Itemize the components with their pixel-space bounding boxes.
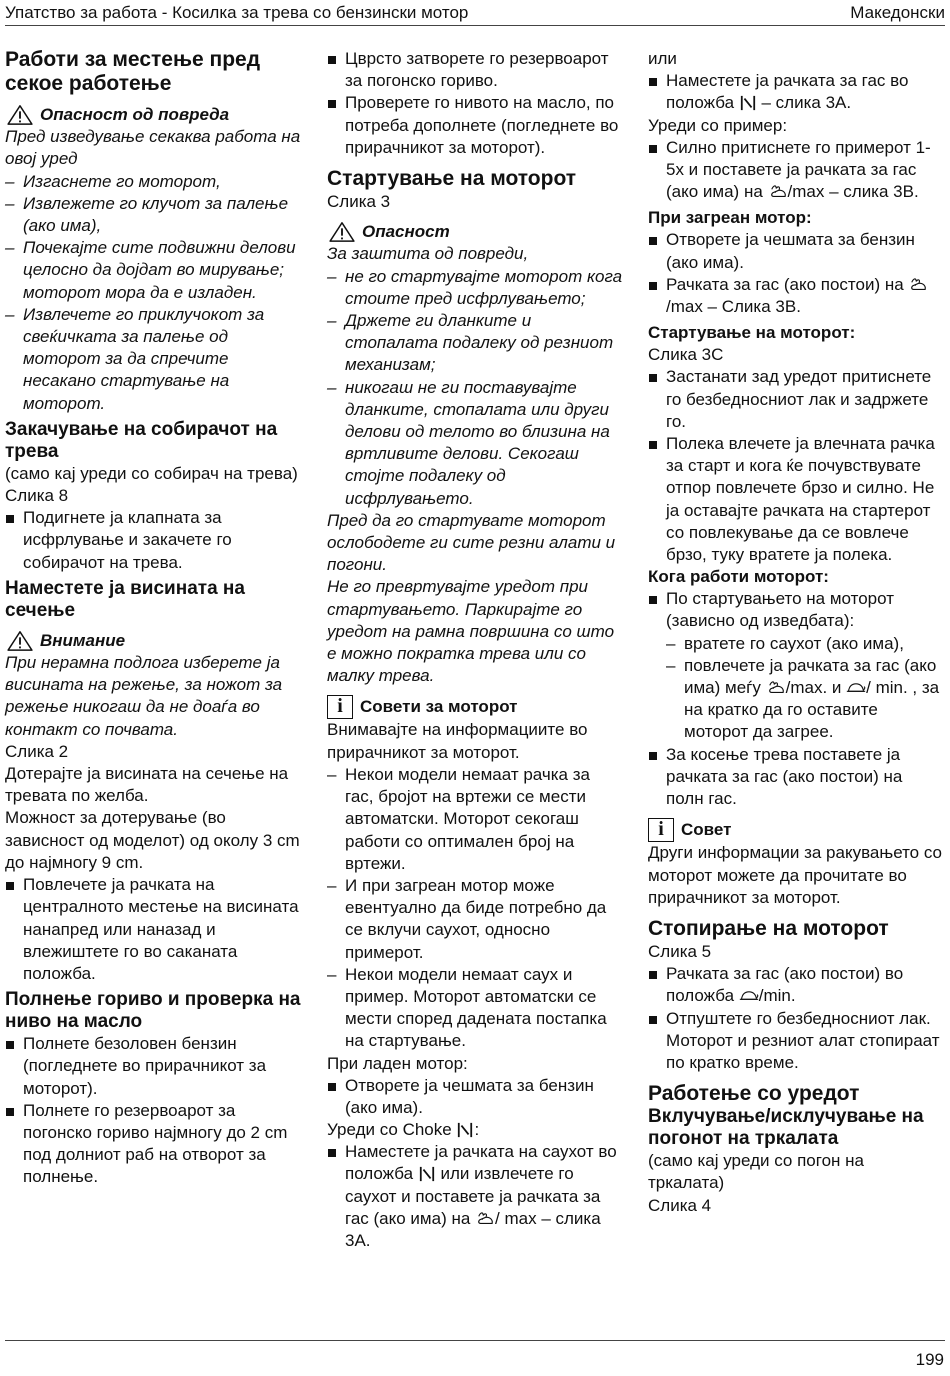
warning-triangle-icon (327, 221, 357, 243)
choke-label-colon: : (474, 1119, 480, 1139)
fuel-list (5, 1033, 301, 1188)
list-item: Проверете го нивото на масло, по потреба дополнете (погледнете во прирачникот за моторот). (327, 92, 623, 159)
motor-tips-title (327, 695, 623, 719)
column-1 (5, 48, 301, 1189)
page-number: 199 (915, 1350, 944, 1369)
danger-paragraph-1: Пред да го стартувате моторот ослободете ги сите резни алати и погони. (327, 510, 616, 575)
danger-title-text: Опасност (362, 222, 450, 242)
list-item (327, 1141, 623, 1252)
or-text: или (648, 49, 677, 68)
rabbit-fast-icon (768, 184, 788, 200)
list-item: – не го стартувајте моторот кога стоите пред исфрлувањето; (327, 266, 623, 310)
list-item: Повлечете ја рачката на централното местење на висината нанапред или наназад и влежиштете го во саканата положба. (5, 874, 301, 985)
heading-preparation: Работи за местење пред секое работење (5, 48, 261, 95)
list-item: Полека влечете ја влечната рачка за старт и кога ќе почувствувате отпор повлечете брзо и силно. Не ја оставајте рачката на стартерот со повлекување да се вовлече брзо, туку вратете ја полека. (648, 433, 944, 566)
language-label: Македонски (850, 3, 945, 22)
primer-text-a: Силно притиснете го примерот 1-5x и поставете ја рачката за гас (ако има) на (666, 137, 931, 202)
list-item (648, 137, 944, 204)
heading-warm-motor: При загреан мотор: (648, 208, 812, 228)
running-text: По стартувањето на моторот (зависно од изведбата): (666, 589, 894, 631)
height-paragraph-2: Можност за дотерување (во зависност од моделот) од околу 3 cm до најмногу 9 cm. (5, 808, 300, 872)
choke-text-b: или извлечете го саухот и поставете ја рачката за гас (ако има) на (345, 1164, 601, 1228)
choke-text-c: / max – слика 3A. (345, 1208, 601, 1250)
danger-intro: Пред изведување секаква работа на овој уред (5, 127, 301, 169)
list-item: – Држете ги дланките и стопалата подалеку од резниот механизам; (327, 310, 623, 377)
drive-note: (само кај уреди со погон на тркалата) (648, 1151, 864, 1193)
tip-list (327, 764, 623, 1053)
list-item (666, 655, 944, 744)
heading-starting-motor: Стартување на моторот (327, 167, 577, 191)
warm-text-b: /max – Слика 3B. (666, 297, 801, 317)
stop-text-a: Рачката за гас (ако постои) во положба (666, 964, 904, 1006)
lever-text-a: Наместете ја рачката за гас во положба (666, 71, 909, 113)
list-item: Застанати зад уредот притиснете го безбедносниот лак и задржете го. (648, 366, 944, 433)
height-figure-ref: Слика 2 (5, 741, 69, 761)
turtle-slow-icon (846, 680, 866, 696)
heading-wheel-drive: Вклучување/исклучување на погонот на тркалата (648, 1106, 924, 1150)
attention-title (5, 630, 301, 652)
startmotor-list (648, 366, 944, 566)
primer-label: Уреди со пример: (648, 115, 788, 135)
page-header (5, 3, 945, 23)
drive-figure-ref: Слика 4 (648, 1195, 712, 1215)
document-title: Упатство за работа - Косилка за трева со бензински мотор (5, 3, 469, 22)
stop-list (648, 963, 944, 1074)
catcher-list (5, 507, 301, 574)
choke-label (327, 1119, 623, 1141)
running-sub-text-c: / min. , за на кратко да го оставите моторот да загрее. (684, 678, 940, 742)
heading-start-motor: Стартување на моторот: (648, 323, 856, 343)
danger-list (5, 171, 301, 415)
footer-rule (5, 1340, 945, 1341)
warm-text-a: Рачката за гас (ако постои) на (666, 274, 904, 294)
list-item: – Изгаснете го моторот, (5, 171, 301, 193)
heading-stop-motor: Стопирање на моторот (648, 916, 889, 940)
tip-title-text: Совет (681, 820, 732, 840)
list-item: – И при загреан мотор може евентуално да биде потребно да се вклучи саухот, односно примерот. (327, 875, 623, 964)
info-i-icon: i (648, 818, 674, 842)
column-2 (327, 48, 623, 1252)
list-item: Отворете ја чешмата за бензин (ако има). (648, 229, 944, 273)
warm-list (648, 229, 944, 318)
list-item (648, 274, 944, 318)
list-item: Цврсто затворете го резервоарот за погонско гориво. (327, 48, 623, 92)
choke-symbol-icon (739, 95, 757, 111)
list-item (648, 70, 944, 114)
primer-text-b: /max – слика 3B. (787, 182, 919, 202)
list-item: – Извлежете го клучот за палење (ако има), (5, 193, 301, 237)
column-3 (648, 48, 944, 1217)
turtle-slow-icon (739, 988, 759, 1004)
stop-figure-ref: Слика 5 (648, 941, 712, 961)
list-item: За косење трева поставете ја рачката за гас (ако постои) на полн гас. (648, 744, 944, 811)
attention-title-text: Внимание (40, 630, 126, 650)
running-list (648, 588, 944, 810)
list-item: Полнете безоловен бензин (погледнете во прирачникот за моторот). (5, 1033, 301, 1100)
stop-text-b: /min. (758, 986, 796, 1006)
danger-title-text: Опасност од повреда (40, 105, 230, 124)
info-i-icon: i (327, 695, 353, 719)
danger-paragraph-2: Не го превртувајте уредот при стартувањето. Паркирајте го уредот на рамна површина со што е можно пократка трева или со малку трева. (327, 577, 615, 686)
list-item (648, 963, 944, 1007)
fuel-list-continued (327, 48, 623, 159)
list-item: – Некои модели немаат рачка за гас, бројот на вртежи се мести автоматски. Моторот секогаш работи со оптимален број на вртежи. (327, 764, 623, 875)
running-sub-text-b: /max. и (785, 678, 842, 698)
list-item (648, 588, 944, 743)
primer-list (648, 137, 944, 204)
choke-label-text: Уреди со Choke (327, 1119, 452, 1139)
heading-working: Работење со уредот (648, 1082, 860, 1106)
list-item: – Извлечете го приклучокот за свеќичката за палење од моторот за да спречите несакано стартување на моторот. (5, 304, 301, 415)
heading-cold-motor: При ладен мотор: (327, 1053, 468, 1073)
tip-title (648, 818, 944, 842)
heading-grass-catcher: Закачување на собирачот на трева (5, 418, 278, 462)
lever-text-b: – слика 3A. (761, 93, 852, 113)
list-item: Отпуштете го безбедносниот лак. Моторот и резниот алат стопираат по кратко време. (648, 1008, 944, 1075)
lever-list (648, 70, 944, 114)
start-figure-ref: Слика 3 (327, 192, 391, 212)
danger-injury-title (5, 104, 301, 126)
list-item: Полнете го резервоарот за погонско гориво најмногу до 2 cm под долниот раб на отворот за полнење. (5, 1100, 301, 1189)
header-rule (5, 25, 945, 26)
choke-symbol-icon (418, 1166, 436, 1182)
height-paragraph-1: Дотерајте ја висината на сечење на тревата по желба. (5, 764, 289, 806)
heading-motor-running: Кога работи моторот: (648, 567, 829, 587)
choke-list (327, 1141, 623, 1252)
list-item: – Некои модели немаат саух и пример. Моторот автоматски се мести според дадената постапка на стартување. (327, 964, 623, 1053)
danger-list (327, 266, 623, 510)
danger-title (327, 221, 623, 243)
catcher-figure-ref: Слика 8 (5, 486, 69, 506)
heading-cutting-height: Наместете ја висината на сечење (5, 577, 245, 621)
heading-fuel-oil: Полнење гориво и проверка на ниво на масло (5, 989, 301, 1033)
attention-text: При нерамна подлога изберете ја висината на режење, за ножот за режење никогаш да не доаѓа во контакт со почвата. (5, 653, 283, 739)
list-item: – вратете го саухот (ако има), (666, 633, 944, 655)
rabbit-fast-icon (475, 1211, 495, 1227)
choke-text-a: Наместете ја рачката на саухот во положба (345, 1142, 617, 1184)
rabbit-fast-icon (908, 277, 928, 293)
warning-triangle-icon (5, 630, 35, 652)
tip-title-text: Совети за моторот (360, 697, 518, 717)
choke-symbol-icon (456, 1122, 474, 1138)
height-list (5, 874, 301, 985)
list-item: Отворете ја чешмата за бензин (ако има). (327, 1075, 623, 1119)
list-item: – Почекајте сите подвижни делови целосно да дојдат во мирување; моторот мора да е изладен. (5, 237, 301, 304)
running-sublist (666, 633, 944, 744)
cold-list (327, 1075, 623, 1119)
list-item: – никогаш не ги поставувајте дланките, стопалата или други делови од телото во близина на вртливите делови. Секогаш стојте подалеку од исфрлувањето. (327, 377, 623, 510)
list-item: Подигнете ја клапната за исфрлување и закачете го собирачот на трева. (5, 507, 301, 574)
danger-intro: За заштита од повреди, (327, 244, 529, 264)
tip-text: Други информации за ракувањето со моторот можете да прочитате во прирачникот за моторот. (648, 843, 942, 907)
tip-text: Внимавајте на информациите во прирачникот за моторот. (327, 720, 588, 762)
rabbit-fast-icon (766, 680, 786, 696)
catcher-note: (само кај уреди со собирач на трева) (5, 463, 298, 483)
running-sub-text-a: повлечете ја рачката за гас (ако има) меѓу (684, 655, 937, 698)
warning-triangle-icon (5, 104, 35, 126)
startmotor-figure-ref: Слика 3C (648, 345, 724, 365)
